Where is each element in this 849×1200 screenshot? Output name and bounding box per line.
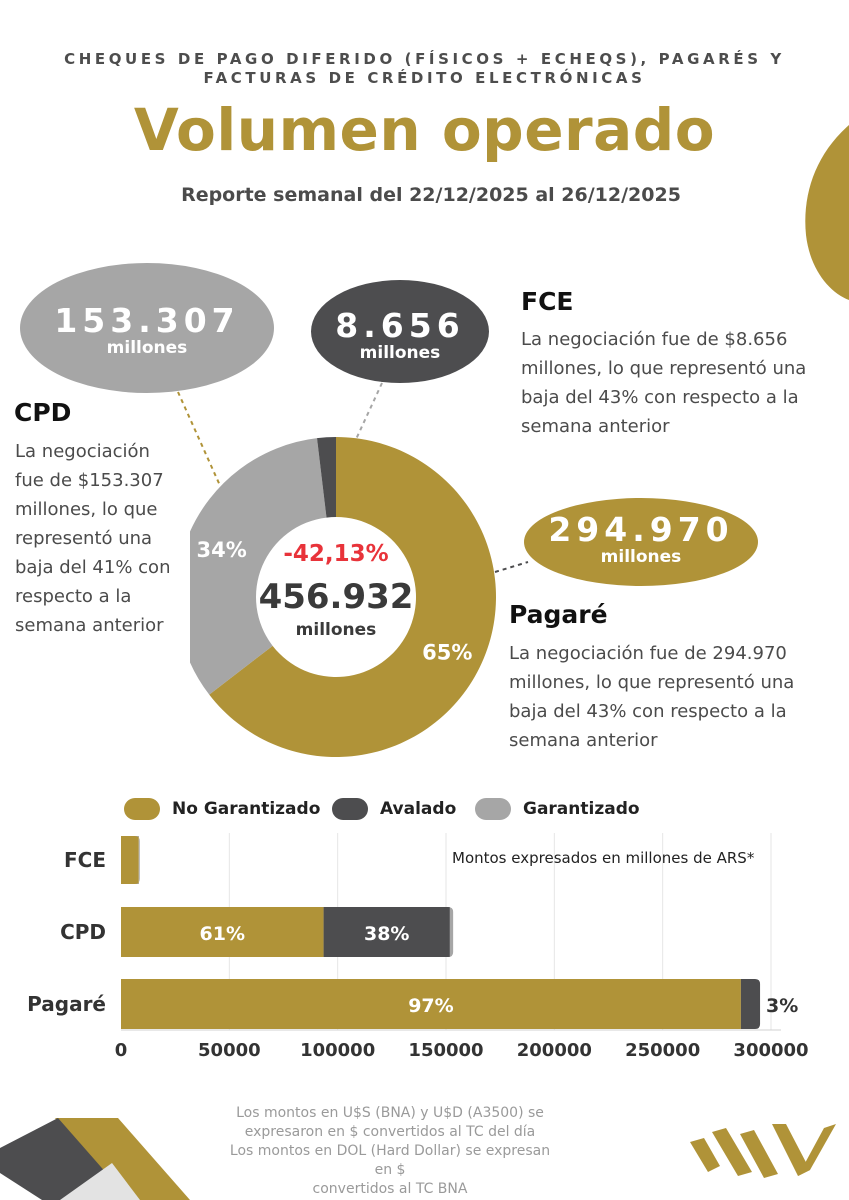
category-label-pagare: Pagaré xyxy=(27,992,106,1016)
fce-volume-unit: millones xyxy=(359,343,441,363)
cpd-description-line: baja del 41% con xyxy=(15,557,171,578)
category-label-fce: FCE xyxy=(63,848,106,872)
pagare-volume-bubble xyxy=(524,498,758,586)
donut-center-unit: millones xyxy=(295,620,377,640)
report-kicker: CHEQUES DE PAGO DIFERIDO (FÍSICOS + ECHEQS), PAGARÉS Y FACTURAS DE CRÉDITO ELECTRÓNICAS xyxy=(64,50,785,87)
pagare-description-line: baja del 43% con respecto a la xyxy=(509,701,787,722)
legend-avalado-swatch xyxy=(332,798,368,820)
pagare-volume-number: 294.970 xyxy=(548,510,734,549)
cpd-description-line: La negociación xyxy=(15,441,150,462)
category-label-cpd: CPD xyxy=(60,920,106,944)
x-tick-label: 50000 xyxy=(198,1040,261,1061)
bar-data-label-pagare-avalado: 3% xyxy=(766,995,799,1017)
cpd-volume-number: 153.307 xyxy=(54,301,240,340)
pagare-description-line: La negociación fue de 294.970 xyxy=(509,643,787,664)
currency-footnote xyxy=(220,1104,560,1199)
legend-no-garantizado-swatch xyxy=(124,798,160,820)
fce-volume-bubble xyxy=(311,280,489,383)
volume-donut-chart xyxy=(190,437,510,757)
legend-garantizado-swatch xyxy=(475,798,511,820)
donut-percent-label-pagare: 65% xyxy=(422,640,473,665)
footnote-line: expresaron en $ convertidos al TC del día xyxy=(244,1124,536,1140)
x-tick-label: 200000 xyxy=(516,1040,592,1061)
fce-description-line: baja del 43% con respecto a la xyxy=(521,387,799,408)
donut-center-total: 456.932 xyxy=(258,577,414,617)
donut-percent-label-cpd: 34% xyxy=(196,537,247,562)
cpd-volume-bubble xyxy=(20,263,274,393)
company-logo xyxy=(690,1124,838,1180)
x-tick-label: 150000 xyxy=(408,1040,484,1061)
fce-section-title: FCE xyxy=(521,287,574,316)
fce-description-line: millones, lo que representó una xyxy=(521,358,807,379)
cpd-description-line: representó una xyxy=(15,528,153,549)
legend-avalado-label: Avalado xyxy=(380,799,457,819)
x-tick-label: 0 xyxy=(114,1040,128,1061)
x-tick-label: 100000 xyxy=(300,1040,376,1061)
pagare-volume-unit: millones xyxy=(600,547,682,567)
footnote-line: Los montos en U$S (BNA) y U$D (A3500) se xyxy=(236,1105,544,1121)
cpd-description-line: semana anterior xyxy=(15,615,164,636)
bar-segment-fce-no-garantizado xyxy=(121,836,139,884)
footnote-line: convertidos al TC BNA xyxy=(312,1181,468,1197)
amounts-note: Montos expresados en millones de ARS* xyxy=(452,849,755,867)
cpd-description xyxy=(15,437,170,640)
pagare-description-line: semana anterior xyxy=(509,730,658,751)
cpd-section-title: CPD xyxy=(14,398,72,427)
cpd-description-line: respecto a la xyxy=(15,586,132,607)
fce-description-line: semana anterior xyxy=(521,416,670,437)
decorative-stripes-bottom-left xyxy=(0,1118,190,1200)
cpd-description-line: millones, lo que xyxy=(15,499,158,520)
fce-description xyxy=(521,325,806,441)
cpd-description-line: fue de $153.307 xyxy=(15,470,164,491)
guarantee-stacked-bar-chart xyxy=(0,825,849,1070)
legend-no-garantizado-label: No Garantizado xyxy=(172,799,321,819)
bar-data-label-cpd-no-garantizado: 61% xyxy=(199,923,246,945)
pagare-description xyxy=(509,639,794,755)
fce-volume-number: 8.656 xyxy=(335,306,465,345)
x-tick-label: 250000 xyxy=(625,1040,701,1061)
cpd-volume-unit: millones xyxy=(106,338,188,358)
bar-data-label-cpd-avalado: 38% xyxy=(363,923,410,945)
pagare-description-line: millones, lo que representó una xyxy=(509,672,795,693)
report-period: Reporte semanal del 22/12/2025 al 26/12/2025 xyxy=(181,184,681,206)
page-title: Volumen operado xyxy=(133,96,716,164)
donut-center-change: -42,13% xyxy=(283,541,389,567)
fce-description-line: La negociación fue de $8.656 xyxy=(521,329,788,350)
bar-segment-pagare-avalado xyxy=(741,979,760,1029)
x-tick-label: 300000 xyxy=(733,1040,809,1061)
pagare-section-title: Pagaré xyxy=(509,600,608,629)
bar-data-label-pagare-no-garantizado: 97% xyxy=(408,995,454,1017)
footnote-line: Los montos en DOL (Hard Dollar) se expresan en $ xyxy=(229,1143,551,1178)
legend-garantizado-label: Garantizado xyxy=(523,799,640,819)
